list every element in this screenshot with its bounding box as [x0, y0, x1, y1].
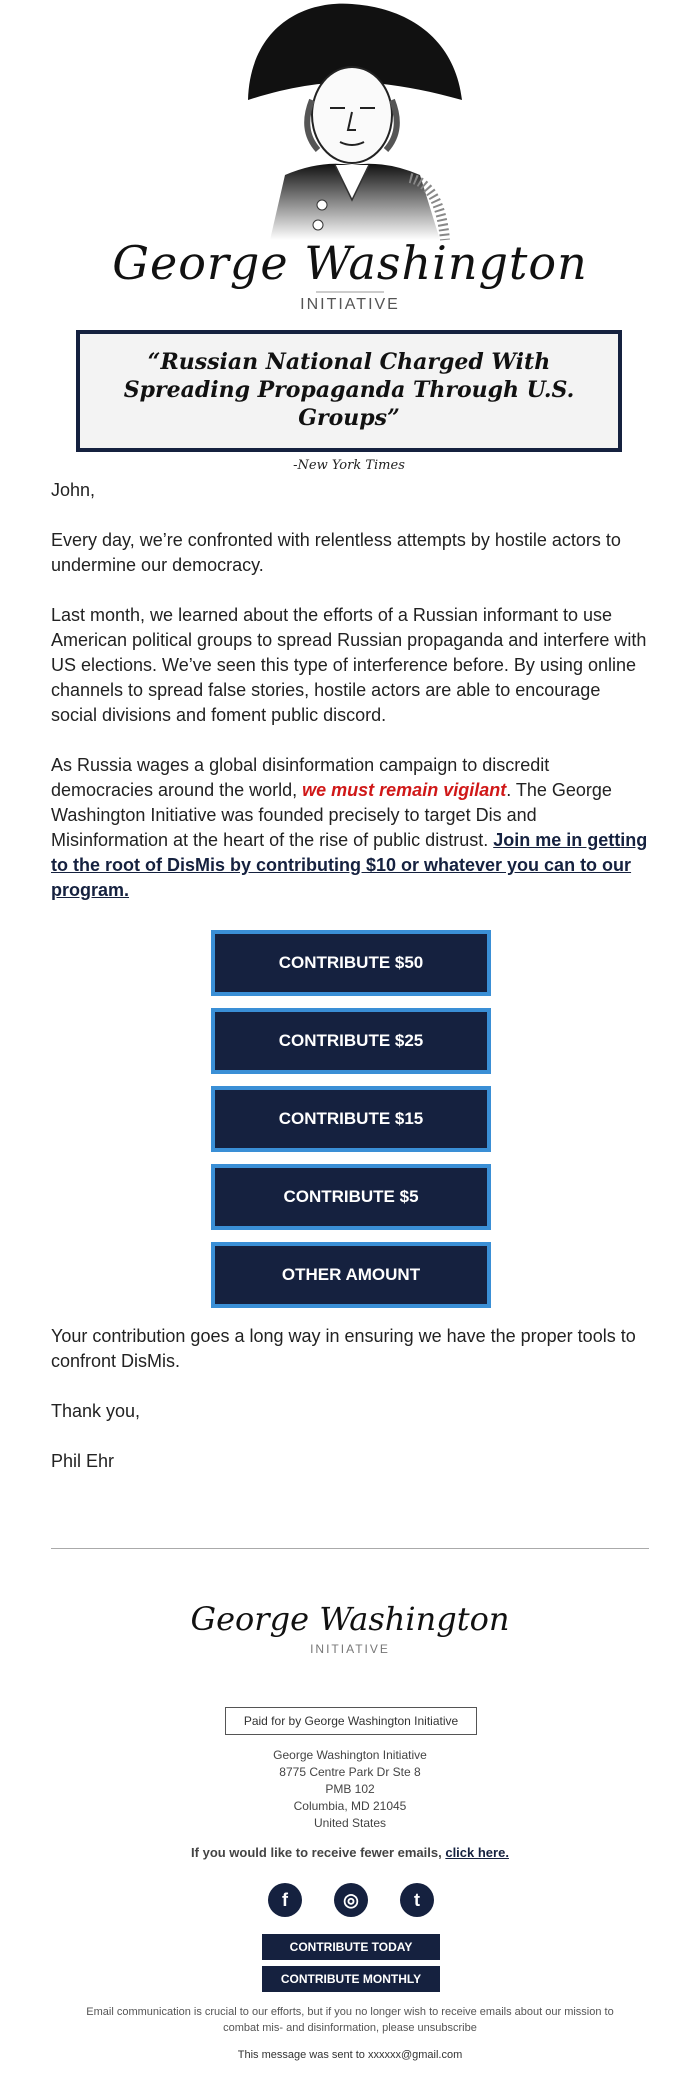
- footer-divider: [51, 1548, 649, 1549]
- signature: Phil Ehr: [51, 1451, 115, 1471]
- mailing-address: [0, 1747, 700, 1832]
- paragraph-1: Every day, we’re confronted with relentless attempts by hostile actors to undermine our democracy.: [51, 530, 621, 575]
- header-logo: [0, 0, 700, 325]
- footer-logo-script: George Washington: [190, 1600, 510, 1638]
- email-body: [51, 478, 651, 928]
- fewer-emails-label: If you would like to receive fewer emails,: [191, 1845, 446, 1860]
- other-amount-button[interactable]: OTHER AMOUNT: [211, 1242, 491, 1308]
- address-line: PMB 102: [325, 1782, 375, 1796]
- closing-paragraph: Your contribution goes a long way in ensuring we have the proper tools to confront DisMis.: [51, 1326, 636, 1371]
- facebook-icon[interactable]: f: [268, 1883, 302, 1917]
- address-line: George Washington Initiative: [273, 1748, 427, 1762]
- logo-script-text: George Washington: [112, 236, 588, 290]
- address-line: 8775 Centre Park Dr Ste 8: [279, 1765, 421, 1779]
- headline-quote-box: [76, 330, 622, 473]
- unsubscribe-disclaimer: Email communication is crucial to our efforts, but if you no longer wish to receive emails about our mission to combat mis- and disinformation, please unsubscribe: [86, 2006, 614, 2034]
- instagram-icon[interactable]: ◎: [334, 1883, 368, 1917]
- contribute-today-button[interactable]: CONTRIBUTE TODAY: [262, 1934, 440, 1960]
- contribute-link[interactable]: Join me in getting to the root of DisMis by contributing $10 or whatever you can to our program.: [51, 830, 648, 900]
- contribute-5-button[interactable]: CONTRIBUTE $5: [211, 1164, 491, 1230]
- contribute-15-button[interactable]: CONTRIBUTE $15: [211, 1086, 491, 1152]
- footer-logo: [0, 1600, 700, 1656]
- paragraph-3-start: As Russia wages a global disinformation campaign to discredit democracies around the world,: [51, 755, 550, 800]
- contribute-monthly-button[interactable]: CONTRIBUTE MONTHLY: [262, 1966, 440, 1992]
- social-links: [268, 1883, 434, 1917]
- paid-for-box: Paid for by George Washington Initiative: [225, 1707, 477, 1735]
- contribute-50-button[interactable]: CONTRIBUTE $50: [211, 930, 491, 996]
- fewer-emails-link[interactable]: click here.: [445, 1845, 509, 1860]
- headline-quote: “Russian National Charged With Spreading Propaganda Through U.S. Groups”: [123, 349, 575, 431]
- footer-logo-initiative: INITIATIVE: [310, 1642, 390, 1656]
- paragraph-2: Last month, we learned about the efforts of a Russian informant to use American political groups to spread Russian propaganda and interfere with US elections. We’ve seen this type of interference before. By using online channels to spread false stories, hostile actors are able to encourage social divisions and foment public discord.: [51, 605, 647, 725]
- logo-initiative-text: INITIATIVE: [300, 296, 400, 313]
- contribute-buttons: [211, 930, 491, 1320]
- paragraph-3: [51, 753, 651, 903]
- address-line: United States: [313, 1816, 387, 1830]
- closing: [51, 1324, 651, 1499]
- quote-source: -New York Times: [293, 458, 405, 473]
- contribute-25-button[interactable]: CONTRIBUTE $25: [211, 1008, 491, 1074]
- vigilant-emphasis: we must remain vigilant: [302, 780, 507, 800]
- fewer-emails-text: [0, 1845, 700, 1860]
- twitter-icon[interactable]: t: [400, 1883, 434, 1917]
- paragraph-3-middle: . The George Washington Initiative was founded precisely to target Dis and Misinformation at the heart of the rise of public distrust.: [51, 780, 612, 850]
- sent-to-text: This message was sent to xxxxxx@gmail.com: [237, 2049, 463, 2061]
- greeting: John,: [51, 480, 96, 500]
- thanks-text: Thank you,: [51, 1401, 141, 1421]
- address-line: Columbia, MD 21045: [293, 1799, 407, 1813]
